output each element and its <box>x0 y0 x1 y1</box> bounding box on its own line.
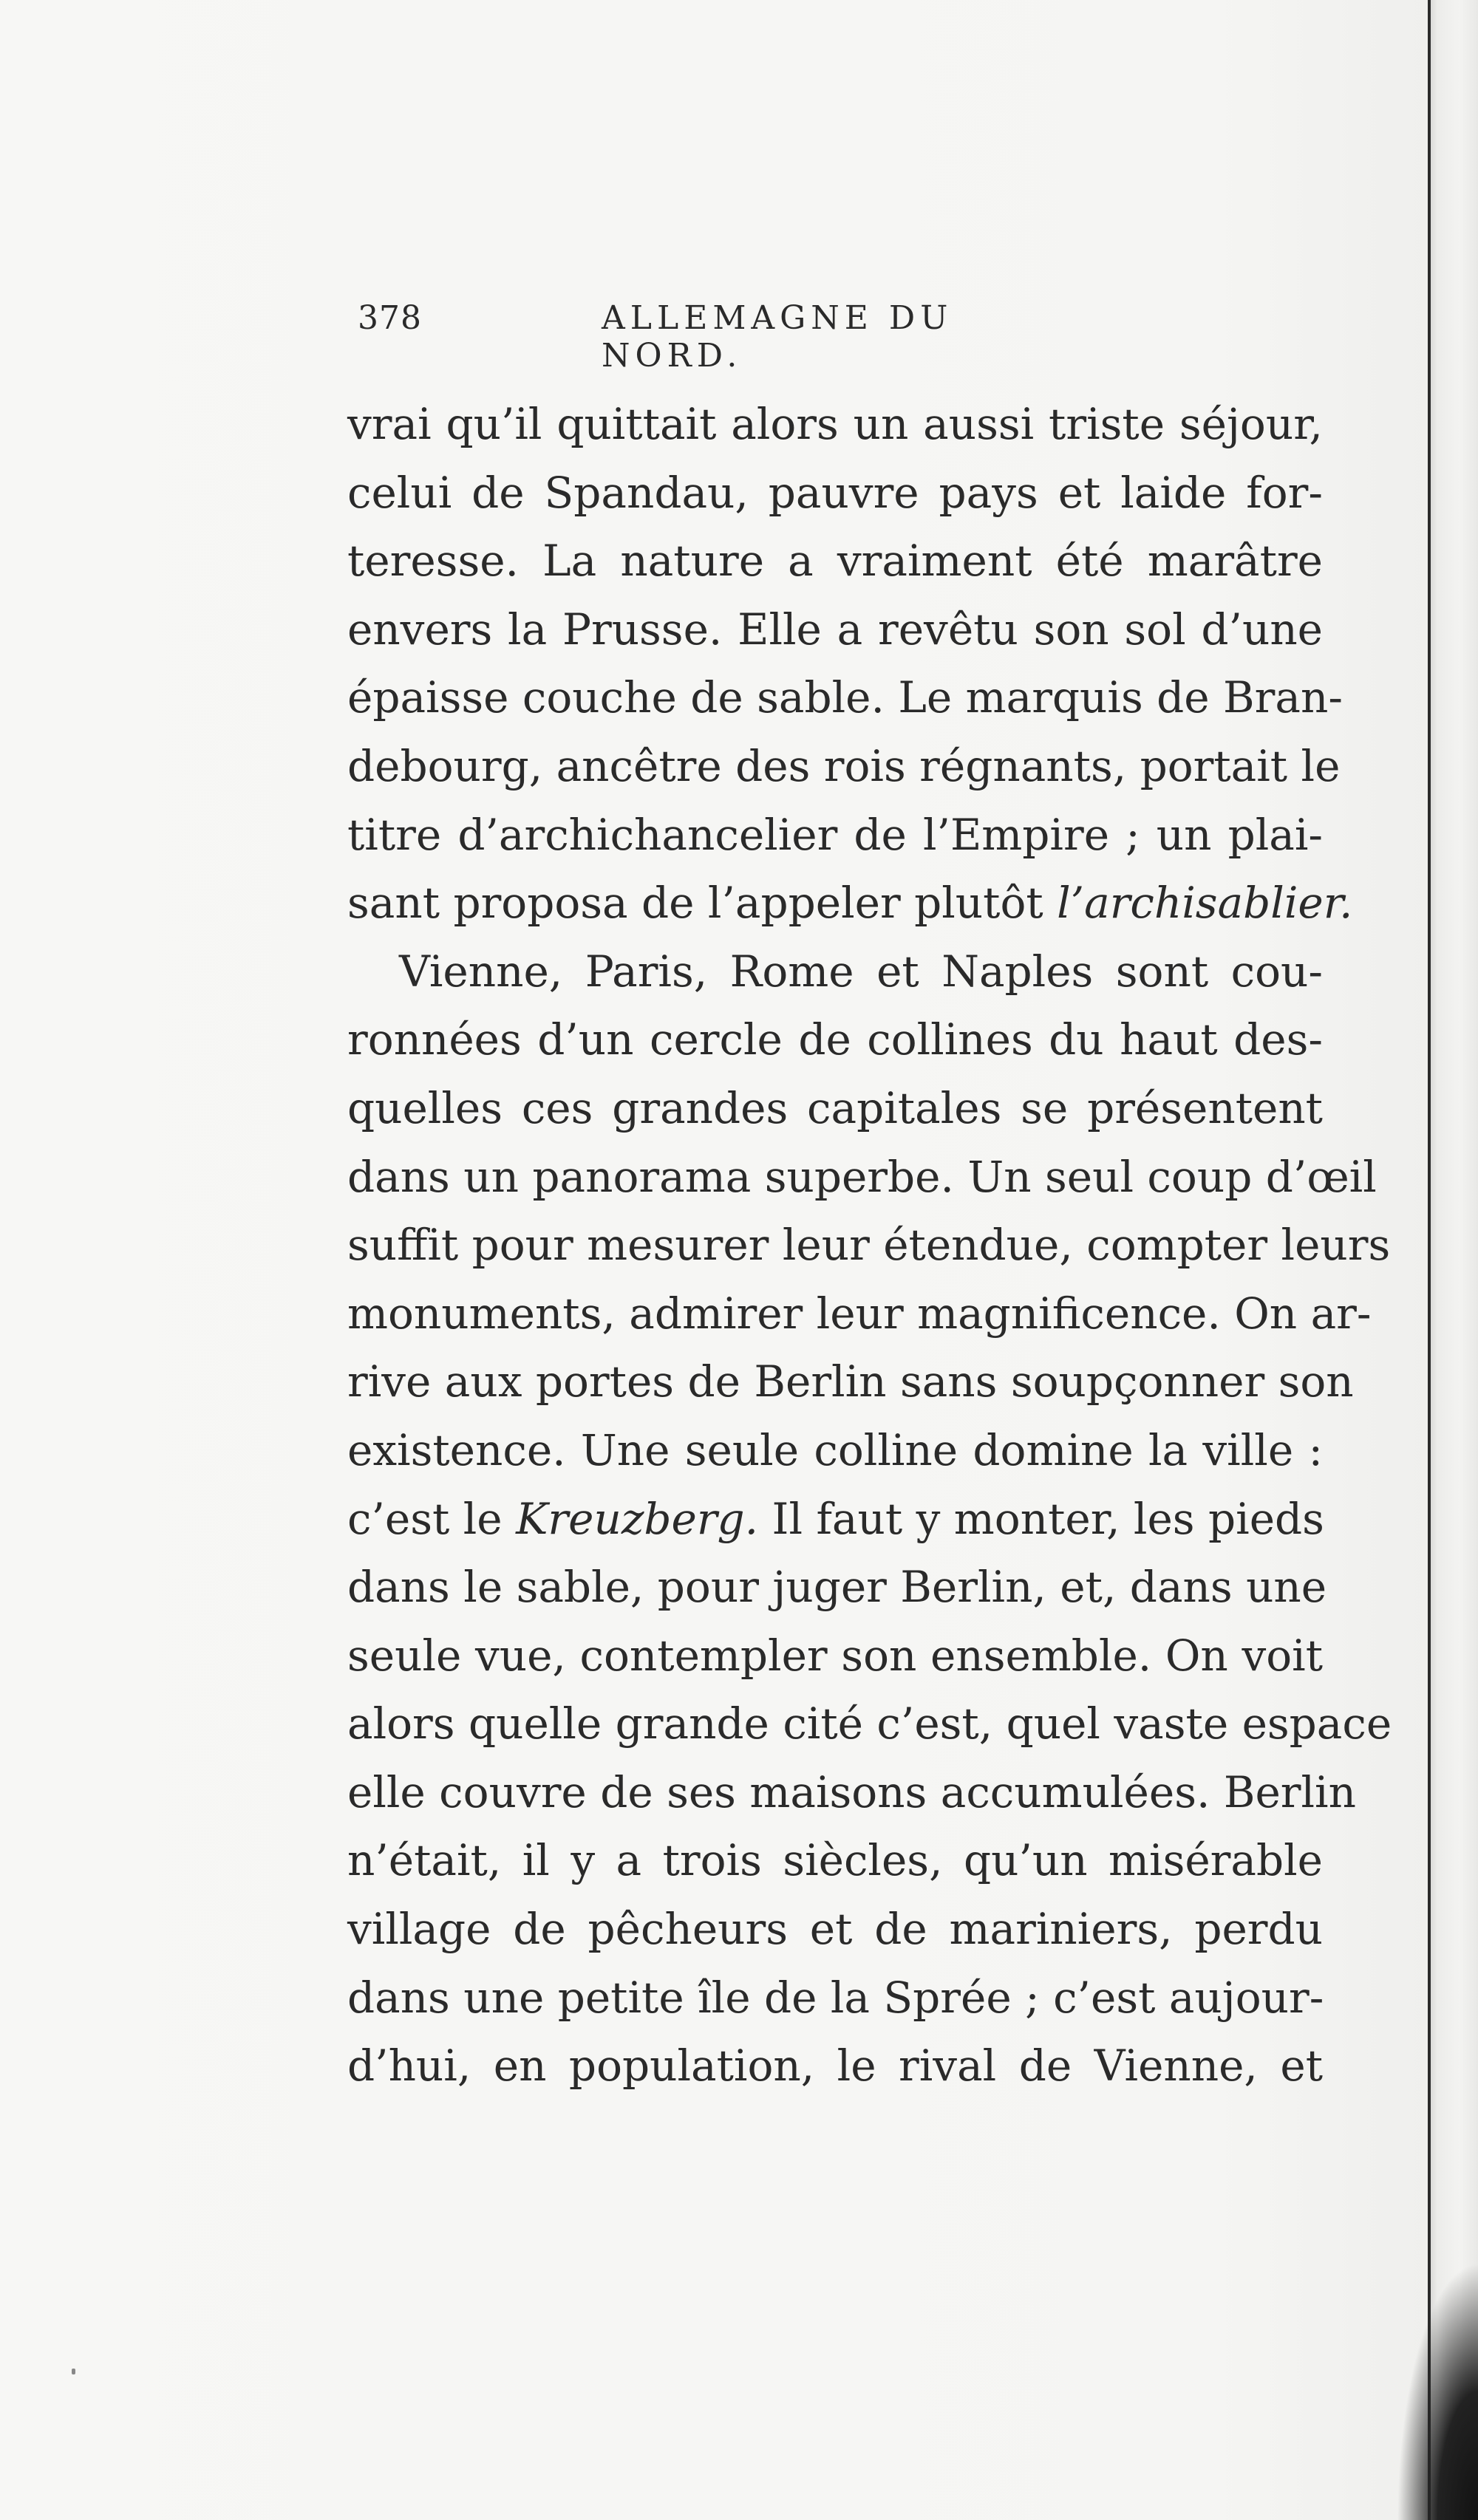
page-number: 378 <box>358 299 422 337</box>
text-line: teresse. La nature a vraiment été marâtre <box>347 536 1323 587</box>
text-line: dans un panorama superbe. Un seul coup d’œil <box>347 1151 1377 1202</box>
text-line: suffit pour mesurer leur étendue, compter leurs <box>347 1220 1391 1271</box>
text-line: envers la Prusse. Elle a revêtu son sol d’une <box>347 604 1323 655</box>
text-line: seule vue, contempler son ensemble. On voit <box>347 1630 1323 1681</box>
paragraph-start: Vienne, Paris, Rome et Naples sont cou- <box>399 946 1323 997</box>
running-head: ALLEMAGNE DU NORD. <box>602 299 953 375</box>
text-line: village de pêcheurs et de mariniers, perdu <box>347 1904 1323 1955</box>
text-line-start: sant proposa de l’appeler plutôt <box>347 878 1058 929</box>
text-line-archisablier <box>347 869 1353 938</box>
text-line: rive aux portes de Berlin sans soupçonner son <box>347 1356 1354 1407</box>
italic-archisablier: l’archisablier. <box>1057 878 1353 929</box>
corner-shadow <box>1397 2261 1478 2520</box>
text-line: dans une petite île de la Sprée ; c’est aujour- <box>347 1972 1324 2023</box>
body-text <box>347 390 1392 2100</box>
text-line: d’hui, en population, le rival de Vienne, et <box>347 2041 1323 2092</box>
text-line-end: Il faut y monter, les pieds <box>758 1493 1324 1544</box>
italic-kreuzberg: Kreuzberg. <box>516 1493 759 1544</box>
page-header <box>358 299 1067 375</box>
scan-speck <box>72 2369 75 2374</box>
text-line: vrai qu’il quittait alors un aussi triste séjour, <box>347 399 1323 449</box>
page-gutter <box>1430 0 1478 2520</box>
text-line: dans le sable, pour juger Berlin, et, dans une <box>347 1562 1327 1613</box>
text-line: n’était, il y a trois siècles, qu’un misérable <box>347 1835 1323 1886</box>
text-line: quelles ces grandes capitales se présentent <box>347 1082 1323 1133</box>
text-line: alors quelle grande cité c’est, quel vaste espace <box>347 1698 1392 1749</box>
text-line: ronnées d’un cercle de collines du haut des- <box>347 1014 1323 1065</box>
text-line: debourg, ancêtre des rois régnants, portait le <box>347 740 1341 791</box>
text-line: elle couvre de ses maisons accumulées. Berlin <box>347 1766 1356 1817</box>
text-line-kreuzberg <box>347 1485 1323 1554</box>
text-line: existence. Une seule colline domine la ville : <box>347 1424 1323 1475</box>
text-line: celui de Spandau, pauvre pays et laide for- <box>347 467 1323 518</box>
page-edge-line <box>1428 0 1431 2520</box>
text-line-start: c’est le <box>347 1493 517 1544</box>
text-line: titre d’archichancelier de l’Empire ; un plai- <box>347 809 1323 860</box>
text-line: monuments, admirer leur magnificence. On ar- <box>347 1288 1372 1339</box>
text-line: épaisse couche de sable. Le marquis de Bran- <box>347 672 1343 723</box>
